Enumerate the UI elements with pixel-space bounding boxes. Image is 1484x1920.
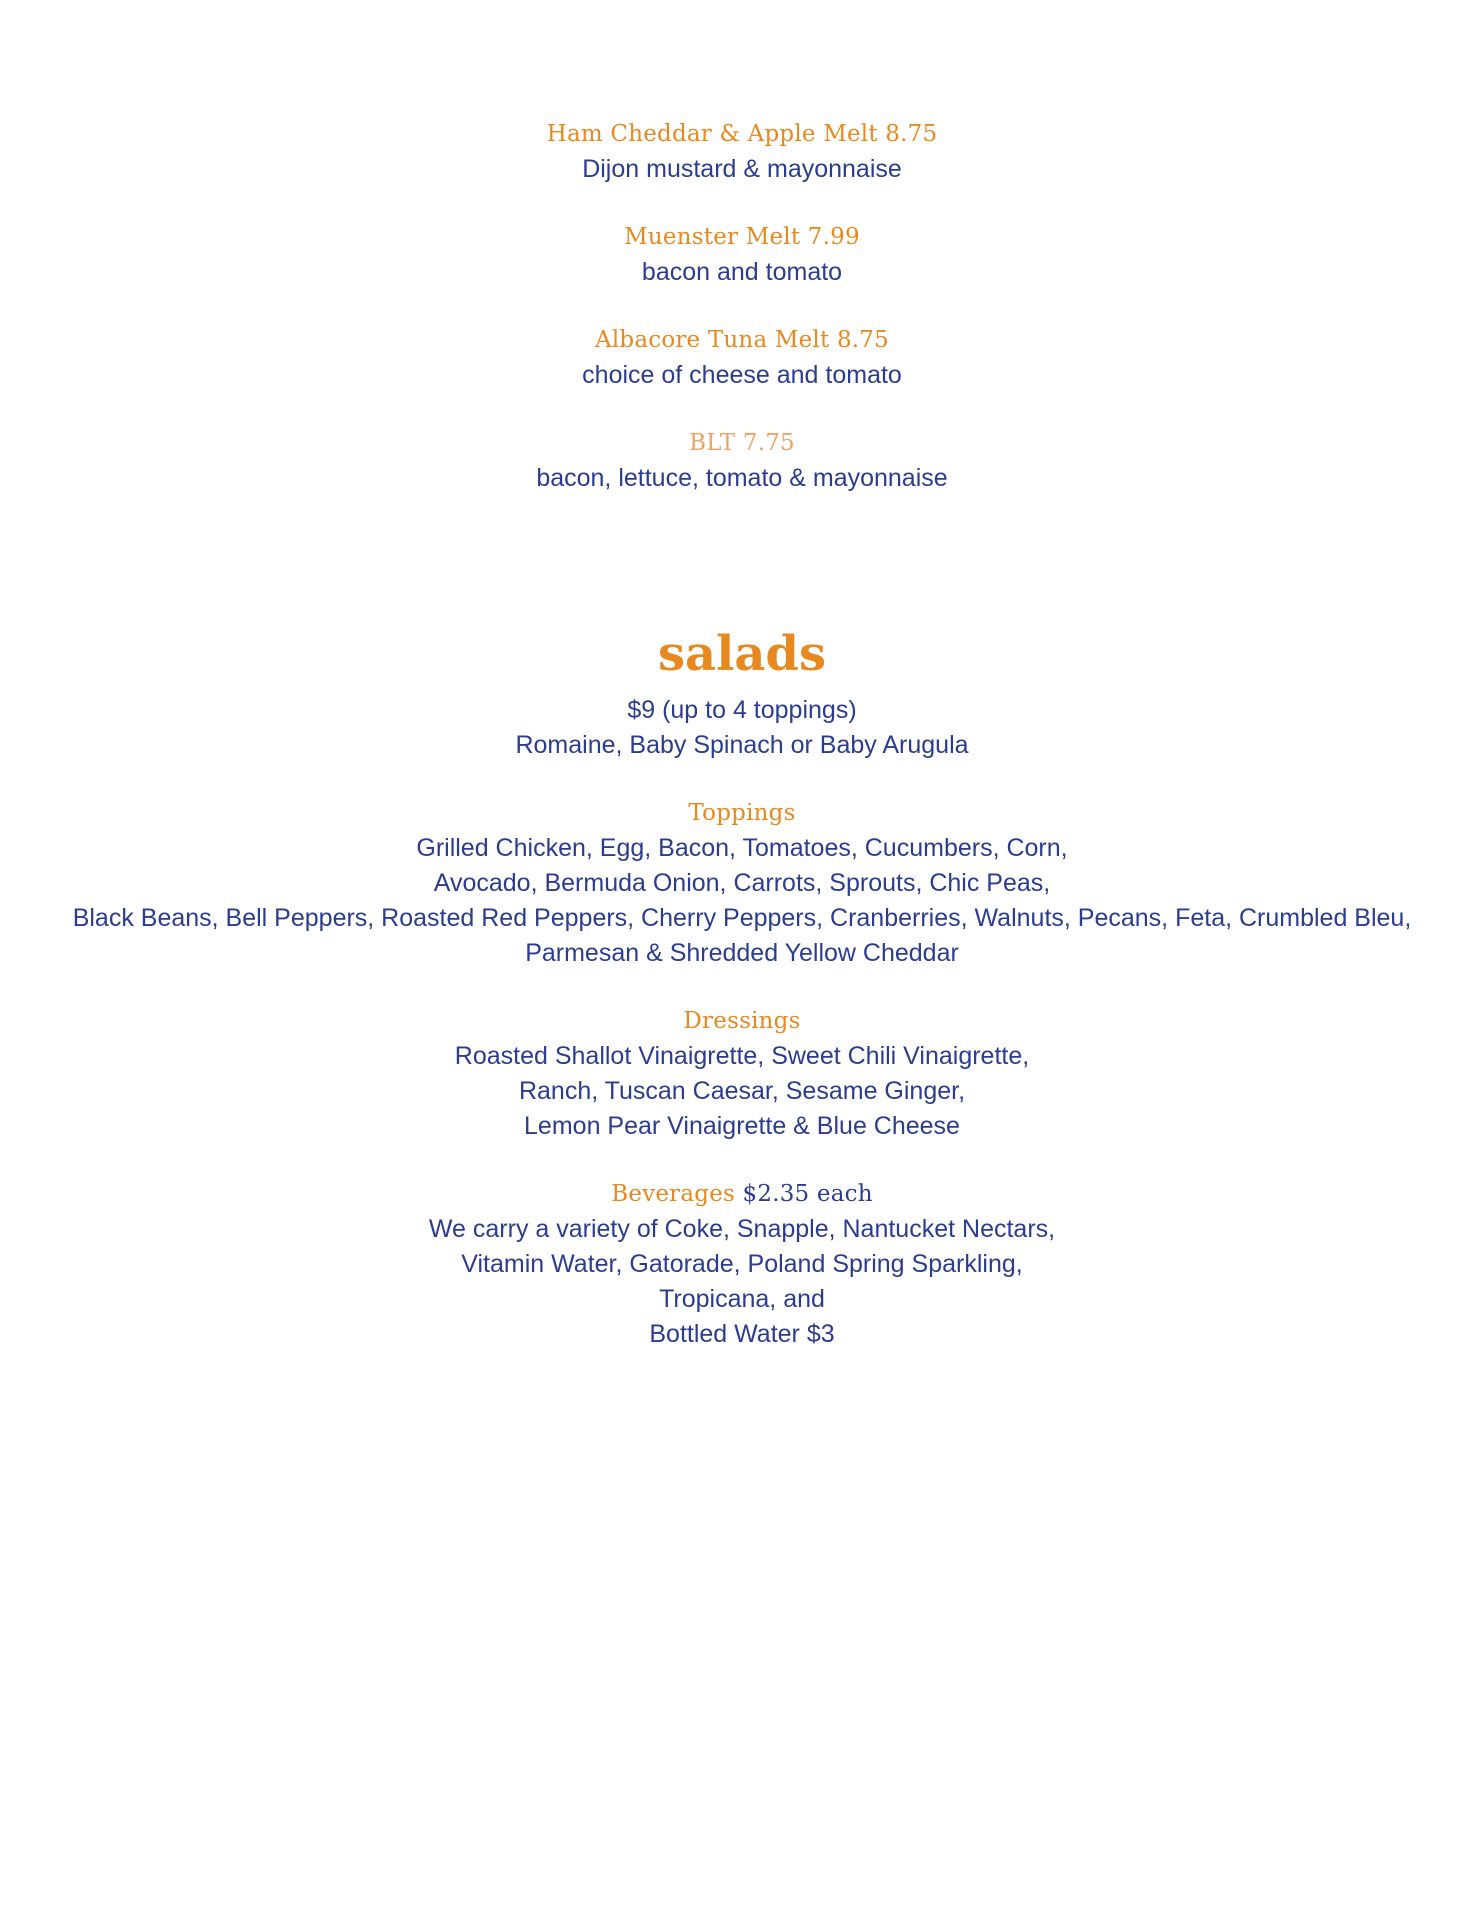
beverages-heading-row (0, 1176, 1484, 1212)
dressings-heading: Dressings (683, 1008, 801, 1034)
beverages-heading: Beverages (611, 1181, 736, 1207)
toppings-line: Grilled Chicken, Egg, Bacon, Tomatoes, Cucumbers, Corn, (416, 834, 1068, 862)
sandwich-list (0, 116, 1484, 528)
spacer (0, 1144, 1484, 1176)
dressings-line: Ranch, Tuscan Caesar, Sesame Ginger, (518, 1077, 966, 1105)
menu-item-name: Muenster Melt 7.99 (624, 224, 860, 250)
menu-item (0, 116, 1484, 187)
toppings-line: Black Beans, Bell Peppers, Roasted Red Peppers, Cherry Peppers, Cranberries, Walnuts, Pecans, Feta, Crumbled Bleu, (72, 904, 1412, 932)
toppings-line: Parmesan & Shredded Yellow Cheddar (525, 939, 959, 967)
toppings-block (0, 795, 1484, 971)
menu-item-name: Ham Cheddar & Apple Melt 8.75 (546, 121, 938, 147)
menu-item (0, 322, 1484, 393)
menu-item-description: Dijon mustard & mayonnaise (582, 155, 902, 183)
menu-item-name: Albacore Tuna Melt 8.75 (595, 327, 889, 353)
salads-section-title: salads (657, 626, 827, 682)
beverages-block (0, 1176, 1484, 1352)
menu-item-description: bacon, lettuce, tomato & mayonnaise (536, 464, 948, 492)
spacer (0, 763, 1484, 795)
toppings-heading: Toppings (688, 800, 796, 826)
menu-item (0, 219, 1484, 290)
beverages-line: Vitamin Water, Gatorade, Poland Spring Sparkling, (461, 1250, 1023, 1278)
menu-item-description: bacon and tomato (641, 258, 843, 286)
salads-section (0, 693, 1484, 1352)
menu-item (0, 425, 1484, 496)
menu-item-name: BLT 7.75 (689, 430, 795, 456)
beverages-line: Bottled Water $3 (649, 1320, 835, 1348)
salads-greens-line: Romaine, Baby Spinach or Baby Arugula (515, 731, 969, 759)
beverages-line: Tropicana, and (659, 1285, 825, 1313)
menu-item-description: choice of cheese and tomato (582, 361, 902, 389)
beverages-price: $2.35 each (742, 1181, 873, 1207)
dressings-line: Lemon Pear Vinaigrette & Blue Cheese (524, 1112, 960, 1140)
salads-price-line: $9 (up to 4 toppings) (627, 696, 857, 724)
dressings-block (0, 1003, 1484, 1144)
spacer (0, 971, 1484, 1003)
toppings-line: Avocado, Bermuda Onion, Carrots, Sprouts, Chic Peas, (433, 869, 1051, 897)
dressings-line: Roasted Shallot Vinaigrette, Sweet Chili Vinaigrette, (454, 1042, 1030, 1070)
beverages-line: We carry a variety of Coke, Snapple, Nantucket Nectars, (428, 1215, 1056, 1243)
